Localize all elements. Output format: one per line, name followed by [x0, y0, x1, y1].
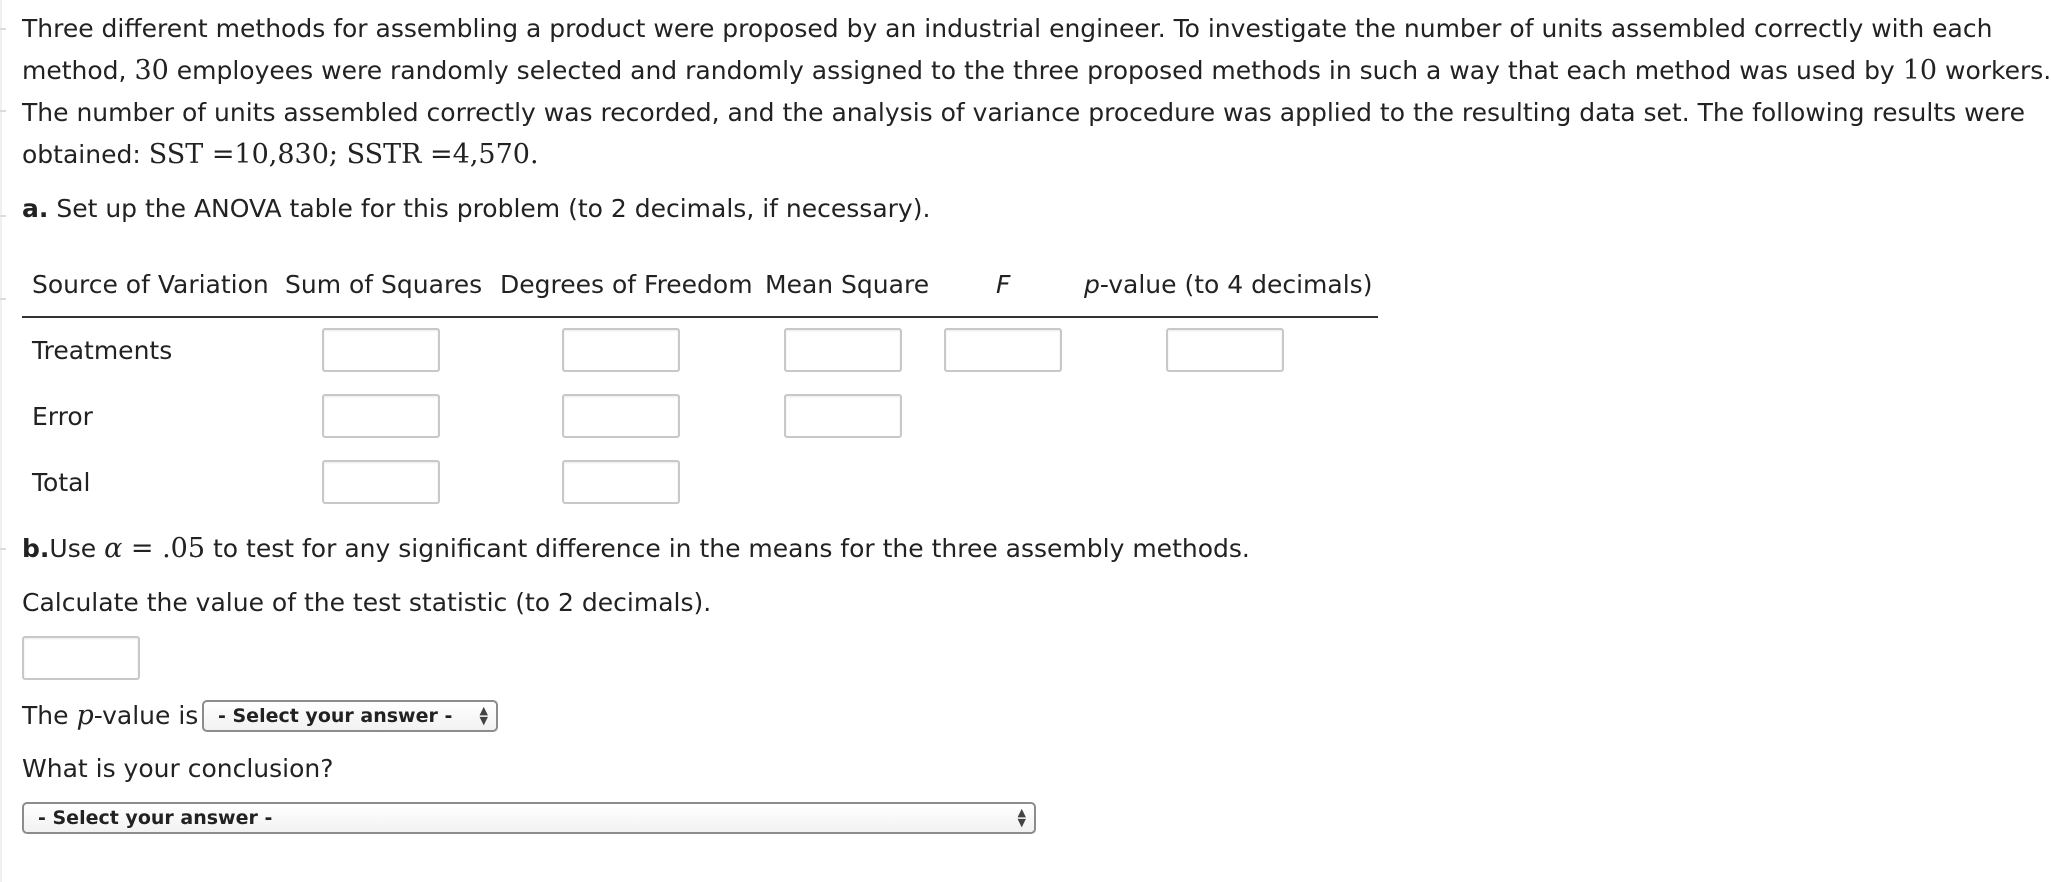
treatments-ss-input[interactable]: [322, 328, 440, 372]
treatments-df-input[interactable]: [562, 328, 680, 372]
separator: ;: [328, 139, 347, 170]
error-ss-input[interactable]: [322, 394, 440, 438]
conclusion-select[interactable]: [22, 802, 1036, 834]
problem-text: employees were randomly selected and randomly assigned to the three proposed methods in such a way that each method was used by: [168, 56, 1903, 85]
p-italic: p: [1084, 270, 1100, 299]
p-value-label: -value (to 4 decimals): [1099, 270, 1373, 299]
error-ms-input[interactable]: [784, 394, 902, 438]
problem-text: method,: [22, 56, 135, 85]
conclusion-text: What is your conclusion?: [22, 754, 334, 783]
error-df-input[interactable]: [562, 394, 680, 438]
equals-sign: =: [122, 533, 163, 564]
select-arrows-icon: ▲ ▼: [1017, 806, 1026, 829]
alpha-value: .05: [162, 533, 206, 564]
calc-text: Calculate the value of the test statistic (to 2 decimals).: [22, 588, 712, 617]
select-arrows-icon: ▲ ▼: [479, 704, 488, 727]
problem-line-1: [22, 8, 1993, 50]
left-margin-line: [0, 0, 2, 882]
treatments-p-value-input[interactable]: [1166, 328, 1284, 372]
row-label-treatments: Treatments: [32, 336, 173, 365]
alpha-symbol: α: [104, 533, 123, 564]
header-f: F: [996, 270, 1011, 299]
p-value-select-label: - Select your answer -: [218, 705, 453, 727]
treatments-f-input[interactable]: [944, 328, 1062, 372]
p-symbol: p: [76, 700, 94, 731]
calc-instruction: [22, 582, 1972, 624]
total-df-input[interactable]: [562, 460, 680, 504]
row-label-total: Total: [32, 468, 91, 497]
problem-text: workers.: [1937, 56, 2051, 85]
conclusion-question: [22, 748, 1972, 790]
row-label-error: Error: [32, 402, 93, 431]
header-mean-square: Mean Square: [765, 270, 930, 299]
problem-text: obtained:: [22, 140, 149, 169]
problem-line-2: [22, 50, 2051, 92]
problem-text: The number of units assembled correctly was recorded, and the analysis of variance procedure was applied to the resulting data set. The following results were: [22, 98, 2026, 127]
margin-tick: [0, 298, 6, 300]
part-b-label: b.: [22, 534, 50, 563]
part-a-instruction: [22, 188, 1972, 230]
p-value-select[interactable]: [202, 700, 498, 732]
part-b-text: to test for any significant difference in the means for the three assembly methods.: [205, 534, 1250, 563]
problem-text: Three different methods for assembling a product were proposed by an industrial engineer. To investigate the number of units assembled correctly with each: [22, 14, 1993, 43]
p-value-text: -value is: [93, 701, 199, 730]
part-a-label: a.: [22, 194, 49, 223]
conclusion-select-label: - Select your answer -: [38, 807, 273, 829]
p-value-text: The: [22, 701, 77, 730]
period: .: [529, 139, 539, 170]
header-sum-of-squares: Sum of Squares: [285, 270, 483, 299]
anova-table-header: [22, 262, 1378, 318]
margin-tick: [0, 215, 6, 217]
sst-value: SST =10,830: [148, 139, 329, 170]
header-source: Source of Variation: [32, 270, 269, 299]
problem-line-4: [22, 134, 1972, 176]
part-b-instruction: [22, 528, 1972, 570]
test-statistic-input[interactable]: [22, 636, 140, 680]
problem-line-3: [22, 92, 2026, 134]
part-b-text: Use: [49, 534, 105, 563]
part-a-text: Set up the ANOVA table for this problem (to 2 decimals, if necessary).: [48, 194, 931, 223]
treatments-ms-input[interactable]: [784, 328, 902, 372]
margin-tick: [0, 110, 6, 112]
sstr-value: SSTR =4,570: [346, 139, 530, 170]
header-p-value: [1084, 270, 1372, 299]
workers-count: 10: [1902, 55, 1938, 86]
header-degrees-of-freedom: Degrees of Freedom: [500, 270, 753, 299]
margin-tick: [0, 28, 6, 30]
total-ss-input[interactable]: [322, 460, 440, 504]
margin-tick: [0, 548, 6, 550]
employees-count: 30: [134, 55, 169, 86]
